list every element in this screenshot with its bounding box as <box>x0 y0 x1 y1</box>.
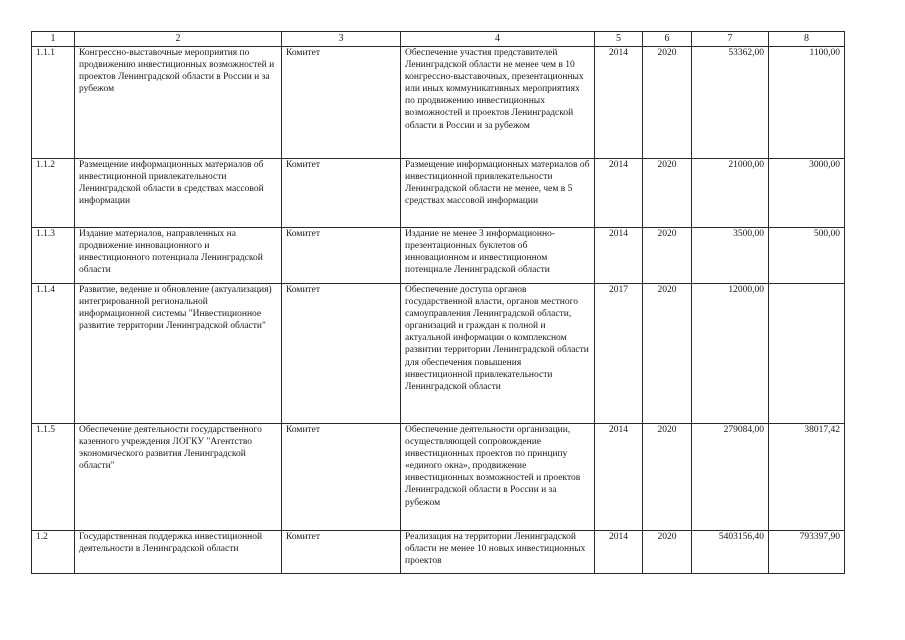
executor: Комитет <box>282 424 401 531</box>
executor: Комитет <box>282 531 401 574</box>
column-header: 5 <box>595 32 643 47</box>
row-code: 1.1.5 <box>32 424 75 531</box>
activity-name: Издание материалов, направленных на продвижение инновационного и инвестиционного потенциала Ленинградской области <box>75 228 282 284</box>
first-year-funding: 1100,00 <box>769 47 845 159</box>
start-year: 2017 <box>595 284 643 424</box>
expected-result: Обеспечение деятельности организации, осуществляющей сопровождение инвестиционных проектов по принципу «единого окна», продвижение инвестиционных возможностей и проектов Ленинградской области в России и за рубежом <box>401 424 595 531</box>
column-header: 1 <box>32 32 75 47</box>
first-year-funding: 793397,90 <box>769 531 845 574</box>
start-year: 2014 <box>595 228 643 284</box>
activity-name: Государственная поддержка инвестиционной деятельности в Ленинградской области <box>75 531 282 574</box>
end-year: 2020 <box>643 531 692 574</box>
table-row <box>32 531 845 574</box>
table-row <box>32 424 845 531</box>
row-code: 1.2 <box>32 531 75 574</box>
column-header: 2 <box>75 32 282 47</box>
executor: Комитет <box>282 159 401 228</box>
table-row <box>32 47 845 159</box>
expected-result: Издание не менее 3 информационно-презентационных буклетов об инновационном и инвестиционном потенциале Ленинградской области <box>401 228 595 284</box>
executor: Комитет <box>282 47 401 159</box>
column-header: 4 <box>401 32 595 47</box>
expected-result: Реализация на территории Ленинградской области не менее 10 новых инвестиционных проектов <box>401 531 595 574</box>
row-code: 1.1.2 <box>32 159 75 228</box>
expected-result: Размещение информационных материалов об инвестиционной привлекательности Ленинградской области не менее, чем в 5 средствах массовой информации <box>401 159 595 228</box>
row-code: 1.1.1 <box>32 47 75 159</box>
column-header: 8 <box>769 32 845 47</box>
column-header: 7 <box>692 32 769 47</box>
start-year: 2014 <box>595 159 643 228</box>
expected-result: Обеспечение участия представителей Ленинградской области не менее чем в 10 конгрессно-выставочных, презентационных или иных коммуникативных мероприятиях по продвижению инвестиционных возможностей и проектов Ленинградской области в России и за рубежом <box>401 47 595 159</box>
end-year: 2020 <box>643 159 692 228</box>
activity-name: Конгрессно-выставочные мероприятия по продвижению инвестиционных возможностей и проектов Ленинградской области в России и за рубежом <box>75 47 282 159</box>
executor: Комитет <box>282 228 401 284</box>
activity-name: Развитие, ведение и обновление (актуализация) интегрированной региональной информационной системы "Инвестиционное развитие территории Ленинградской области" <box>75 284 282 424</box>
column-header: 3 <box>282 32 401 47</box>
column-header: 6 <box>643 32 692 47</box>
start-year: 2014 <box>595 47 643 159</box>
end-year: 2020 <box>643 228 692 284</box>
start-year: 2014 <box>595 424 643 531</box>
table-row <box>32 159 845 228</box>
executor: Комитет <box>282 284 401 424</box>
row-code: 1.1.3 <box>32 228 75 284</box>
first-year-funding <box>769 284 845 424</box>
start-year: 2014 <box>595 531 643 574</box>
end-year: 2020 <box>643 284 692 424</box>
total-funding: 53362,00 <box>692 47 769 159</box>
total-funding: 5403156,40 <box>692 531 769 574</box>
first-year-funding: 3000,00 <box>769 159 845 228</box>
table-row <box>32 228 845 284</box>
total-funding: 21000,00 <box>692 159 769 228</box>
total-funding: 279084,00 <box>692 424 769 531</box>
expected-result: Обеспечение доступа органов государственной власти, органов местного самоуправления Ленинградской области, организаций и граждан к полной и актуальной информации о комплексном развитии территории Ленинградской области для обеспечения повышения инвестиционной привлекательности Ленинградской области <box>401 284 595 424</box>
first-year-funding: 500,00 <box>769 228 845 284</box>
first-year-funding: 38017,42 <box>769 424 845 531</box>
end-year: 2020 <box>643 47 692 159</box>
table-row <box>32 284 845 424</box>
end-year: 2020 <box>643 424 692 531</box>
header-row <box>32 32 845 47</box>
row-code: 1.1.4 <box>32 284 75 424</box>
activity-name: Размещение информационных материалов об инвестиционной привлекательности Ленинградской области в средствах массовой информации <box>75 159 282 228</box>
activity-name: Обеспечение деятельности государственного казенного учреждения ЛОГКУ "Агентство экономического развития Ленинградской области" <box>75 424 282 531</box>
program-activities-table <box>31 31 845 574</box>
total-funding: 12000,00 <box>692 284 769 424</box>
total-funding: 3500,00 <box>692 228 769 284</box>
